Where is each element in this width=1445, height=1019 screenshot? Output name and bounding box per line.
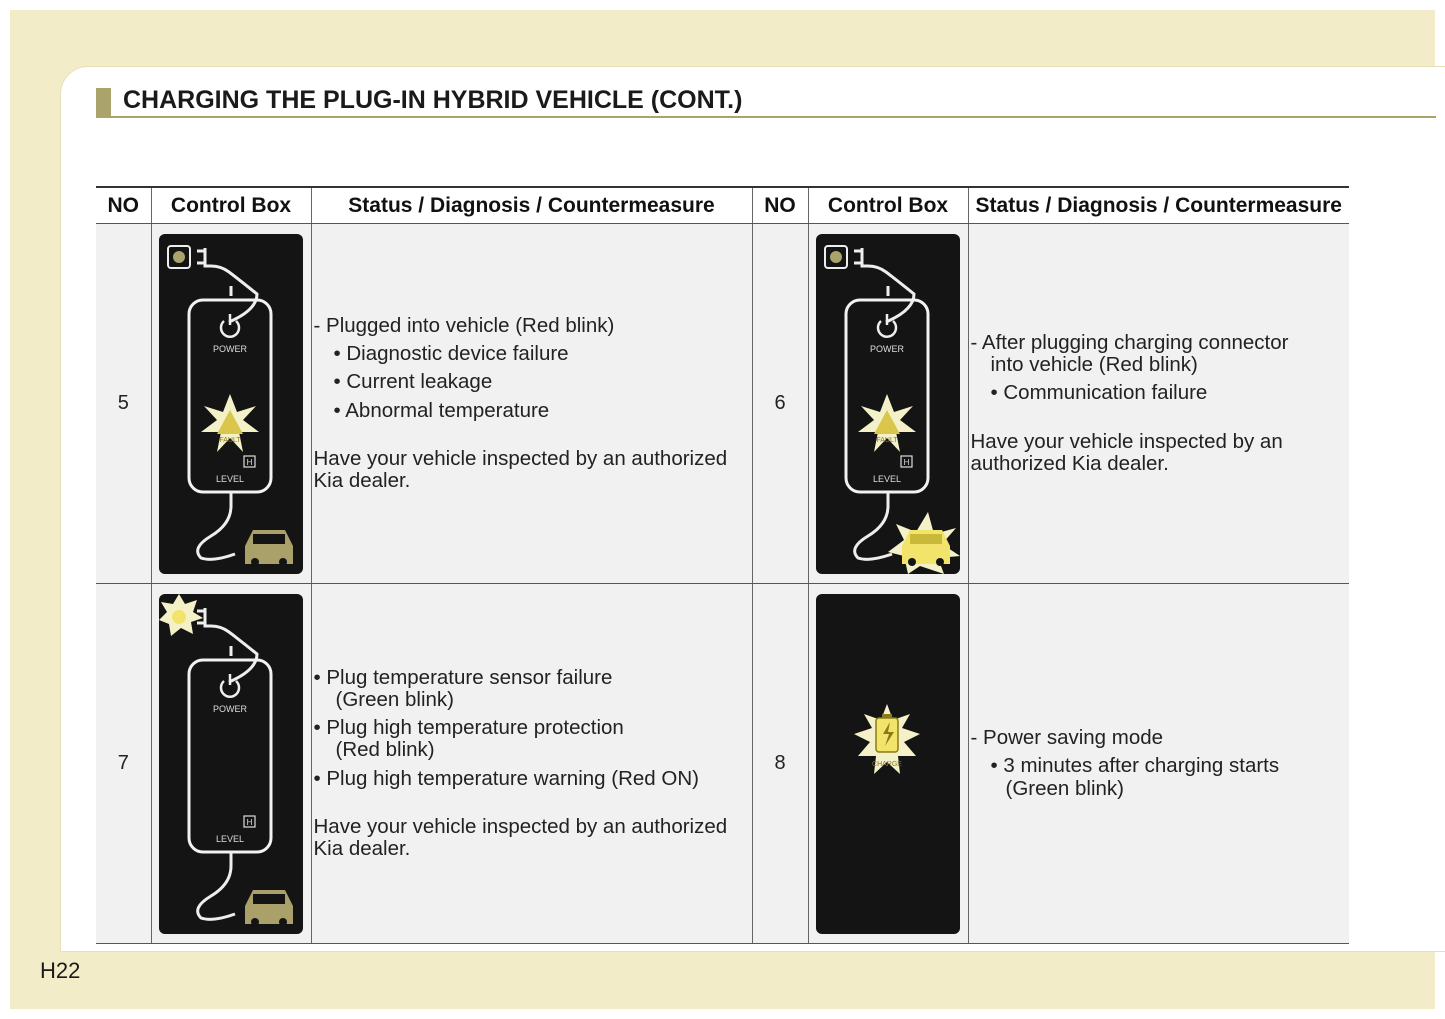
status-line: • Diagnostic device failure (333, 342, 569, 366)
car-icon (245, 890, 293, 926)
control-box-cell (808, 224, 968, 584)
row-number: 8 (752, 584, 808, 944)
countermeasure-text: Have your vehicle inspected by an (970, 429, 1283, 453)
control-box-cell (151, 584, 311, 944)
header-control-box: Control Box (151, 187, 311, 224)
status-line: - Plugged into vehicle (Red blink) (313, 314, 615, 338)
status-line: • 3 minutes after charging starts (990, 754, 1280, 778)
status-cell (311, 584, 752, 944)
status-line: - After plugging charging connector (970, 331, 1289, 355)
status-line: into vehicle (Red blink) (990, 353, 1198, 377)
header-no: NO (96, 187, 151, 224)
status-line: • Plug high temperature warning (Red ON) (313, 766, 699, 790)
control-box-plug-temperature-image (159, 594, 303, 934)
status-line: • Plug temperature sensor failure (313, 666, 613, 690)
status-cell (968, 224, 1349, 584)
control-box-fault-image (159, 234, 303, 574)
title-accent-bar (96, 88, 111, 118)
svg-text:LEVEL: LEVEL (872, 473, 902, 484)
car-icon (245, 530, 293, 566)
status-line: - Power saving mode (970, 726, 1164, 750)
status-line: • Communication failure (990, 381, 1208, 405)
control-box-cell (808, 584, 968, 944)
svg-text:POWER: POWER (869, 343, 905, 354)
status-line: • Plug high temperature protection (313, 716, 624, 740)
countermeasure-text: Kia dealer. (313, 836, 411, 860)
svg-text:H: H (903, 457, 910, 467)
table-row (96, 584, 1349, 944)
svg-text:H: H (246, 457, 253, 467)
countermeasure-text: Kia dealer. (313, 468, 411, 492)
control-box-communication-image (816, 234, 960, 574)
svg-text:FAULT: FAULT (876, 436, 898, 444)
table-header-row (96, 187, 1349, 224)
page-number: H22 (40, 958, 81, 983)
countermeasure-text: Have your vehicle inspected by an authorized (313, 814, 728, 838)
control-box-power-saving-image (816, 594, 960, 934)
header-control-box: Control Box (808, 187, 968, 224)
status-line: (Red blink) (335, 738, 435, 762)
status-line: (Green blink) (1005, 776, 1124, 800)
svg-text:POWER: POWER (212, 343, 248, 354)
header-status: Status / Diagnosis / Countermeasure (311, 187, 752, 224)
table-row (96, 224, 1349, 584)
header-no: NO (752, 187, 808, 224)
countermeasure-text: authorized Kia dealer. (970, 451, 1169, 475)
row-number: 5 (96, 224, 151, 584)
status-cell (968, 584, 1349, 944)
svg-text:LEVEL: LEVEL (215, 473, 245, 484)
countermeasure-text: Have your vehicle inspected by an authorized (313, 446, 728, 470)
status-line: • Abnormal temperature (333, 398, 550, 422)
page-title: CHARGING THE PLUG-IN HYBRID VEHICLE (CONT.) (123, 86, 743, 114)
row-number: 6 (752, 224, 808, 584)
control-box-cell (151, 224, 311, 584)
svg-text:LEVEL: LEVEL (215, 833, 245, 844)
row-number: 7 (96, 584, 151, 944)
status-line: • Current leakage (333, 370, 493, 394)
title-rule (96, 116, 1436, 118)
header-status: Status / Diagnosis / Countermeasure (968, 187, 1349, 224)
status-table (96, 186, 1349, 944)
status-cell (311, 224, 752, 584)
svg-text:H: H (246, 817, 253, 827)
svg-text:POWER: POWER (212, 703, 248, 714)
status-line: (Green blink) (335, 688, 454, 712)
svg-text:CHARGE: CHARGE (872, 760, 902, 768)
svg-text:FAULT: FAULT (219, 436, 241, 444)
